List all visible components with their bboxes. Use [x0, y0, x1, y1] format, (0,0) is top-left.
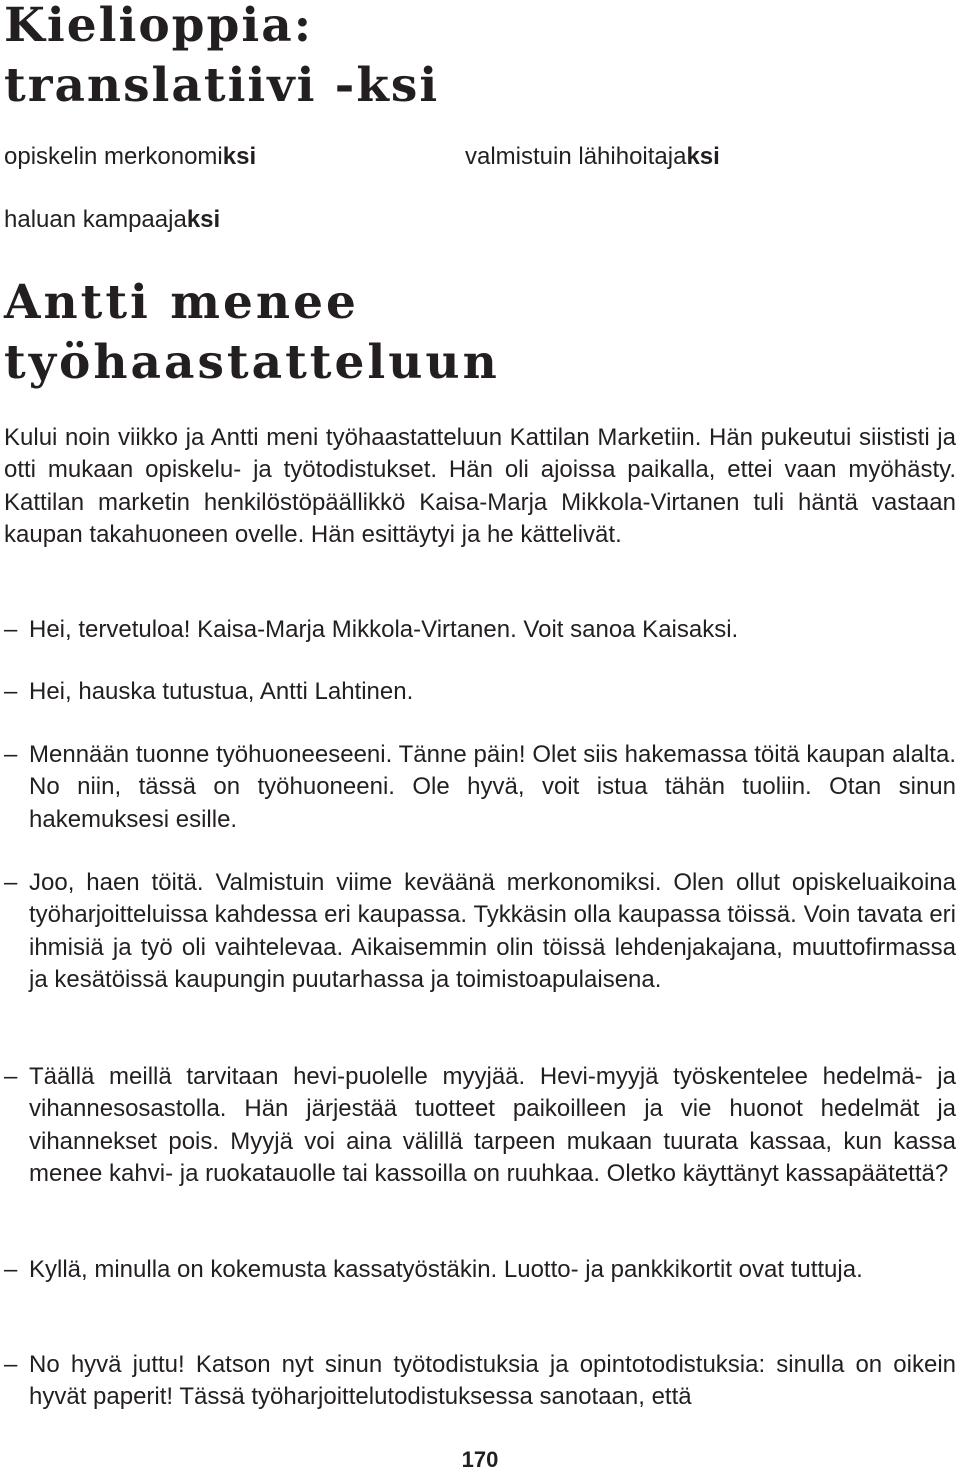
story-heading-line-2: työhaastatteluun: [4, 335, 500, 390]
example-phrase: [4, 143, 256, 171]
dialogue-text: Hei, hauska tutustua, Antti Lahtinen.: [29, 678, 414, 705]
dialogue-text: Joo, haen töitä. Valmistuin viime keväänä merkonomiksi. Olen ollut opiskeluaikoina työharjoitteluissa kahdessa eri kaupassa. Tykkäsin olla kaupassa töissä. Voin tavata eri ihmisiä ja työ oli vaihtelevaa. Aikaisemmin olin töissä lehdenjakajana, muuttofirmassa ja kesätöissä kaupungin puutarhassa ja toimistoapulaisena.: [29, 869, 956, 994]
dash-marker: –: [4, 741, 18, 768]
story-heading-line-1: Antti menee: [4, 275, 359, 330]
example-stem: haluan kampaaja: [4, 206, 187, 233]
dash-marker: –: [4, 869, 18, 896]
example-suffix: ksi: [686, 143, 720, 170]
dialogue-text: Täällä meillä tarvitaan hevi-puolelle myyjää. Hevi-myyjä työskentelee hedelmä- ja vihannesosastolla. Hän järjestää tuotteet paikoilleen ja vie huonot hedelmät ja vihannekset pois. Myyjä voi aina välillä tarpeen mukaan tuurata kassaa, kun kassa menee kahvi- ja ruokatauolle tai kassoilla on ruuhkaa. Oletko käyttänyt kassapäätettä?: [29, 1063, 956, 1188]
dialogue-text: No hyvä juttu! Katson nyt sinun työtodistuksia ja opintotodistuksia: sinulla on oikein hyvät paperit! Tässä työharjoittelutodistuksessa sanotaan, että: [29, 1351, 956, 1411]
intro-paragraph: Kului noin viikko ja Antti meni työhaastatteluun Kattilan Marketiin. Hän pukeutui siististi ja otti mukaan opiskelu- ja työtodistukset. Hän oli ajoissa paikalla, ettei vaan myöhästy. Kattilan marketin henkilöstöpäällikkö Kaisa-Marja Mikkola-Virtanen tuli häntä vastaan kaupan takahuoneen ovelle. Hän esittäytyi ja he kättelivät.: [4, 424, 956, 549]
dash-marker: –: [4, 1351, 18, 1378]
example-stem: valmistuin lähihoitaja: [465, 143, 687, 170]
dash-marker: –: [4, 1063, 18, 1090]
example-phrase: [4, 206, 220, 234]
page-number: 170: [461, 1447, 499, 1472]
dash-marker: –: [4, 678, 18, 705]
dash-marker: –: [4, 616, 18, 643]
example-stem: opiskelin merkonomi: [4, 143, 223, 170]
grammar-heading: [4, 0, 439, 116]
example-suffix: ksi: [222, 143, 257, 170]
example-phrase: [465, 143, 720, 171]
dialogue-text: Kyllä, minulla on kokemusta kassatyöstäkin. Luotto- ja pankkikortit ovat tuttuja.: [29, 1256, 863, 1283]
grammar-heading-line-2: translatiivi -ksi: [4, 58, 440, 113]
dialogue-text: Mennään tuonne työhuoneeseeni. Tänne päin! Olet siis hakemassa töitä kaupan alalta. No niin, tässä on työhuoneeni. Ole hyvä, voit istua tähän tuoliin. Otan sinun hakemuksesi esille.: [29, 741, 956, 833]
dialogue-text: Hei, tervetuloa! Kaisa-Marja Mikkola-Virtanen. Voit sanoa Kaisaksi.: [29, 616, 739, 643]
example-suffix: ksi: [186, 206, 221, 233]
dash-marker: –: [4, 1256, 18, 1283]
story-heading: [4, 273, 500, 393]
grammar-heading-line-1: Kielioppia:: [4, 0, 314, 53]
